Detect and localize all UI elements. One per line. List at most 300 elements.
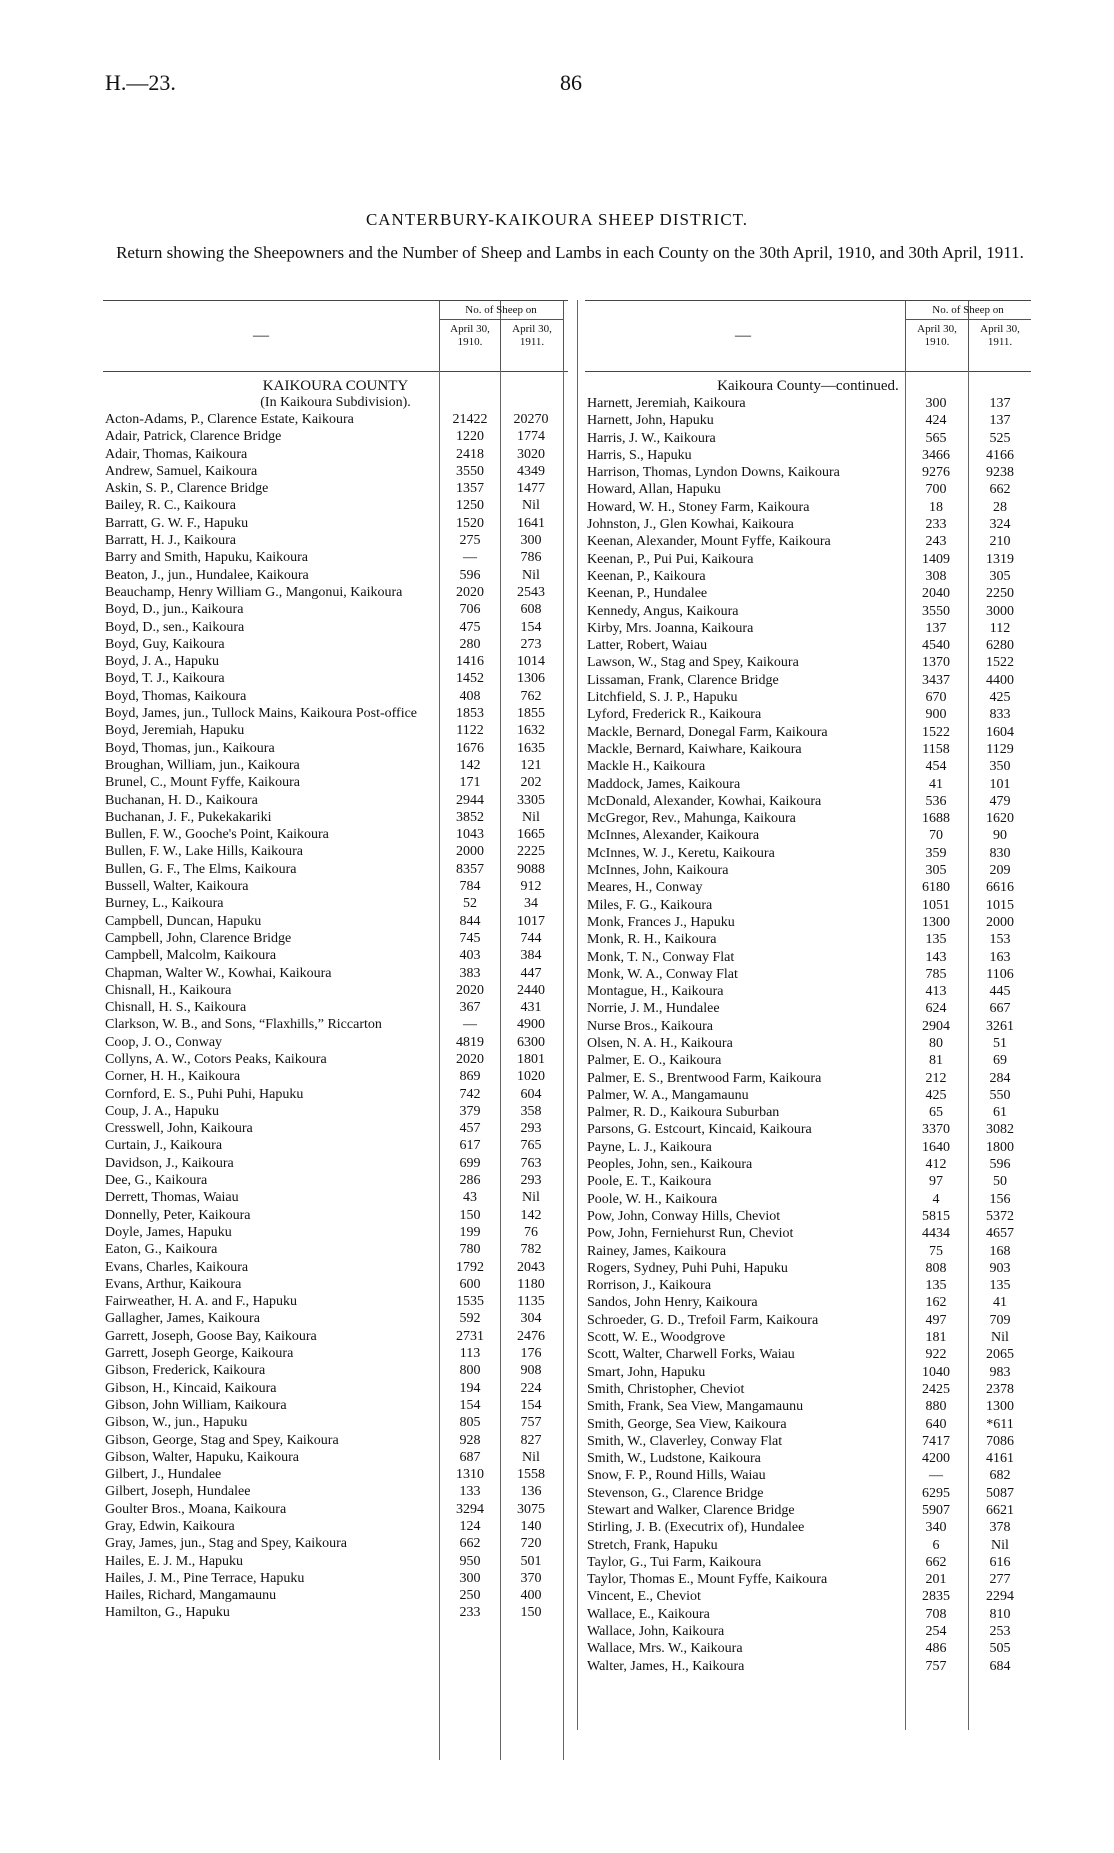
sheep-1911: 277: [989, 1572, 1011, 1588]
year-1910-header: April 30, 1910.: [450, 323, 490, 348]
sheep-1910: 2418: [456, 446, 484, 462]
table-row: [103, 515, 568, 532]
sheep-1910: 383: [459, 965, 481, 981]
table-row: [585, 1260, 1031, 1277]
sheep-1910: 457: [459, 1121, 481, 1137]
sheep-1911: 121: [520, 757, 542, 773]
owner-name: Derrett, Thomas, Waiau: [105, 1190, 239, 1206]
sheep-1911: 34: [524, 896, 538, 912]
sheep-1911: 210: [989, 534, 1011, 550]
sheep-1911: 28: [993, 499, 1007, 515]
owner-name: Olsen, N. A. H., Kaikoura: [587, 1035, 733, 1051]
sheep-1910: 21422: [452, 412, 488, 427]
sheep-1910: 142: [459, 757, 481, 773]
sheep-1911: 4349: [517, 463, 545, 479]
owner-name: Beauchamp, Henry William G., Mangonui, Kaikoura: [105, 584, 403, 600]
sheep-1911: 1604: [986, 724, 1014, 740]
owner-name: Gilbert, J., Hundalee: [105, 1467, 222, 1483]
sheep-1910: 565: [925, 430, 947, 446]
sheep-1910: 424: [925, 413, 947, 429]
sheep-1910: 425: [925, 1087, 947, 1103]
owner-name: Kirby, Mrs. Joanna, Kaikoura: [587, 620, 754, 636]
sheep-1911: 163: [989, 949, 1011, 965]
table-row: [103, 1051, 568, 1068]
sheep-1911: 3261: [986, 1018, 1014, 1034]
table-row: [585, 1225, 1031, 1242]
owner-name: Doyle, James, Hapuku: [105, 1224, 232, 1240]
sheep-1911: 709: [989, 1312, 1011, 1328]
table-row: [103, 1432, 568, 1449]
sheep-1911: 830: [989, 845, 1011, 861]
owner-name: Corner, H. H., Kaikoura: [105, 1069, 241, 1085]
sheep-1911: 1129: [986, 741, 1014, 757]
sheep-1911: 273: [520, 636, 542, 652]
owner-name: Latter, Robert, Waiau: [587, 638, 708, 654]
owner-name: Gibson, Walter, Hapuku, Kaikoura: [105, 1449, 300, 1465]
table-row: [103, 1310, 568, 1327]
sheep-1911: 1632: [517, 723, 545, 739]
owner-name: Monk, R. H., Kaikoura: [587, 932, 717, 948]
table-row: [103, 895, 568, 912]
owner-name: Gray, James, jun., Stag and Spey, Kaikoura: [105, 1536, 347, 1552]
sheep-1910: 592: [459, 1311, 481, 1327]
table-row: [103, 1086, 568, 1103]
table-row: [585, 1571, 1031, 1588]
sheep-1910: 81: [929, 1053, 943, 1069]
owner-name: Miles, F. G., Kaikoura: [587, 897, 713, 913]
sheep-1910: 9276: [922, 465, 950, 481]
sheep-1911: 293: [520, 1121, 542, 1137]
sheep-1911: 51: [993, 1035, 1007, 1051]
sheep-1911: 137: [989, 413, 1011, 429]
sheep-1911: 501: [520, 1553, 542, 1569]
table-header: [585, 300, 1031, 372]
table-row: [585, 672, 1031, 689]
owner-name: Gibson, John William, Kaikoura: [105, 1397, 287, 1413]
sheep-1911: 684: [989, 1658, 1011, 1674]
owner-name: Askin, S. P., Clarence Bridge: [105, 481, 269, 497]
sheep-1910: 280: [459, 636, 481, 652]
sheep-1910: 2904: [922, 1018, 950, 1034]
table-row: [585, 862, 1031, 879]
table-row: [585, 499, 1031, 516]
sheep-1911: 2043: [517, 1259, 545, 1275]
table-row: [103, 930, 568, 947]
owner-name: Keenan, P., Hundalee: [587, 586, 708, 602]
sheep-1911: 3082: [986, 1122, 1014, 1138]
sheep-1911: 2294: [986, 1589, 1014, 1605]
sheep-1910: 3437: [922, 672, 950, 688]
sheep-1911: 2440: [517, 982, 545, 998]
sheep-1910: 844: [459, 913, 481, 929]
sheep-1910: 699: [459, 1155, 481, 1171]
table-row: [103, 1172, 568, 1189]
sheep-1910: 745: [459, 930, 481, 946]
owner-name: Norrie, J. M., Hundalee: [587, 1001, 720, 1017]
sheep-1911: 2225: [517, 844, 545, 860]
table-row: [103, 1397, 568, 1414]
owner-name: Taylor, G., Tui Farm, Kaikoura: [587, 1554, 762, 1570]
sheep-1910: 194: [459, 1380, 481, 1396]
sheep-1910: 124: [459, 1519, 481, 1534]
table-row: [103, 601, 568, 618]
sheep-1911: 2250: [986, 586, 1014, 602]
owner-name: McDonald, Alexander, Kowhai, Kaikoura: [587, 793, 822, 809]
table-row: [585, 689, 1031, 706]
owner-name: Scott, Walter, Charwell Forks, Waiau: [587, 1347, 795, 1363]
owner-name: Rogers, Sydney, Puhi Puhi, Hapuku: [587, 1260, 788, 1276]
sheep-1911: Nil: [522, 567, 540, 583]
sheep-1910: 687: [459, 1449, 481, 1465]
table-row: [585, 1312, 1031, 1329]
table-row: [103, 1587, 568, 1604]
sheep-1911: 90: [993, 828, 1007, 844]
owner-name: Chapman, Walter W., Kowhai, Kaikoura: [105, 965, 332, 981]
sheep-1910: 1300: [922, 914, 950, 930]
sheep-1911: 1135: [517, 1294, 545, 1310]
year-1911-header: April 30, 1911.: [980, 323, 1020, 348]
owner-name: Donnelly, Peter, Kaikoura: [105, 1207, 251, 1223]
owner-name: Cresswell, John, Kaikoura: [105, 1121, 253, 1137]
sheep-1911: 6300: [517, 1034, 545, 1050]
column-divider: [563, 301, 564, 371]
owner-name: Smith, Christopher, Cheviot: [587, 1381, 745, 1397]
owner-name: Barratt, H. J., Kaikoura: [105, 533, 237, 549]
owner-name: Scott, W. E., Woodgrove: [587, 1330, 726, 1346]
sheep-1910: 143: [925, 949, 947, 965]
sheep-1910: 708: [925, 1606, 947, 1622]
section-subheading: (In Kaikoura Subdivision).: [260, 395, 411, 410]
table-row: [103, 1449, 568, 1466]
sheep-1910: 4200: [922, 1451, 950, 1467]
table-row: [103, 1345, 568, 1362]
sheep-1911: 154: [520, 1397, 542, 1413]
owner-name: Boyd, Thomas, jun., Kaikoura: [105, 740, 275, 756]
table-row: [585, 620, 1031, 637]
owner-name: Hamilton, G., Hapuku: [105, 1605, 230, 1621]
table-row: [585, 568, 1031, 585]
sheep-1910: 805: [459, 1415, 481, 1431]
sheep-1910: 928: [459, 1432, 481, 1448]
sheep-1910: 233: [459, 1605, 481, 1621]
owner-name: McInnes, John, Kaikoura: [587, 863, 729, 879]
table-row: [103, 532, 568, 549]
sheep-1910: 275: [459, 533, 481, 549]
table-row: [103, 1518, 568, 1535]
table-row: [103, 1276, 568, 1293]
sheep-1910: 4: [932, 1191, 940, 1207]
sheep-1910: 286: [459, 1173, 481, 1189]
sheep-1911: 135: [989, 1278, 1011, 1294]
owner-name: Clarkson, W. B., and Sons, “Flaxhills,” Riccarton: [105, 1017, 382, 1033]
sheep-1911: 3305: [517, 792, 545, 808]
sheep-1910: 135: [925, 1278, 947, 1294]
table-row: [585, 395, 1031, 412]
owner-name: Mackle, Bernard, Donegal Farm, Kaikoura: [587, 724, 828, 740]
owner-name: Stretch, Frank, Hapuku: [587, 1537, 718, 1553]
sheep-1910: 70: [929, 828, 943, 844]
table-row: [103, 774, 568, 791]
sheep-1911: 720: [520, 1536, 542, 1552]
sheep-1911: 142: [520, 1207, 542, 1223]
owner-name: Smart, John, Hapuku: [587, 1364, 706, 1380]
sheep-1910: 408: [459, 688, 481, 704]
table-row: [103, 1241, 568, 1258]
sheep-1910: 150: [459, 1207, 481, 1223]
sheep-1911: 5372: [986, 1208, 1014, 1224]
sheep-1911: 209: [989, 863, 1011, 879]
sheep-1911: 1300: [986, 1399, 1014, 1415]
sheep-1911: 667: [989, 1001, 1011, 1017]
table-row: [103, 463, 568, 480]
sheep-1911: 425: [989, 690, 1011, 706]
sheep-1911: 153: [989, 932, 1011, 948]
sheep-1911: 20270: [513, 412, 549, 427]
table-row: [585, 741, 1031, 758]
sheep-1911: 1106: [986, 966, 1014, 982]
sheep-1910: 536: [925, 793, 947, 809]
table-row: [585, 1346, 1031, 1363]
sheep-1911: 1641: [517, 515, 545, 531]
table-row: [585, 430, 1031, 447]
table-row: [103, 1501, 568, 1518]
sheep-1911: 1477: [517, 481, 545, 497]
owner-name: Boyd, James, jun., Tullock Mains, Kaikoura Post-office: [105, 706, 418, 722]
owner-name: Campbell, Duncan, Hapuku: [105, 913, 262, 929]
sheep-1911: 140: [520, 1519, 542, 1534]
sheep-1911: 3000: [986, 603, 1014, 619]
sheep-1910: 233: [925, 517, 947, 533]
owner-name: Peoples, John, sen., Kaikoura: [587, 1157, 753, 1173]
owner-name: Harrison, Thomas, Lyndon Downs, Kaikoura: [587, 465, 840, 481]
table-row: [585, 1052, 1031, 1069]
sheep-1911: 744: [520, 930, 542, 946]
sheep-1911: 1015: [986, 897, 1014, 913]
sheep-1911: 6616: [986, 880, 1014, 896]
table-row: [585, 1398, 1031, 1415]
table-row: [585, 603, 1031, 620]
sheep-1911: 1620: [986, 811, 1014, 827]
sheep-1910: 359: [925, 845, 947, 861]
sheep-1910: 700: [925, 482, 947, 498]
sheep-1911: 293: [520, 1173, 542, 1189]
table-row: [103, 670, 568, 687]
right-column: [585, 300, 1031, 1675]
table-row: [103, 1103, 568, 1120]
owner-name: Campbell, Malcolm, Kaikoura: [105, 948, 277, 964]
owner-name: Monk, Frances J., Hapuku: [587, 914, 735, 930]
sheep-1911: 358: [520, 1103, 542, 1119]
owner-name: Stewart and Walker, Clarence Bridge: [587, 1503, 795, 1518]
sheep-1910: 1853: [456, 706, 484, 722]
sheep-1911: 69: [993, 1053, 1007, 1069]
sheep-1911: 284: [989, 1070, 1011, 1086]
sheep-1910: 869: [459, 1069, 481, 1085]
table-row: [103, 1380, 568, 1397]
owner-name: Adair, Thomas, Kaikoura: [105, 446, 248, 462]
table-row: [103, 1137, 568, 1154]
sheep-1910: 137: [925, 620, 947, 636]
owner-name: Acton-Adams, P., Clarence Estate, Kaikoura: [105, 412, 354, 427]
owner-name: Wallace, John, Kaikoura: [587, 1624, 725, 1640]
owner-name: Walter, James, H., Kaikoura: [587, 1658, 745, 1674]
column-rule: [968, 370, 969, 1730]
sheep-1910: 308: [925, 568, 947, 584]
sheep-1910: 785: [925, 966, 947, 982]
column-rule: [500, 370, 501, 1760]
table-row: [103, 1293, 568, 1310]
owner-name: Boyd, Jeremiah, Hapuku: [105, 723, 245, 739]
owner-name: Lyford, Frederick R., Kaikoura: [587, 707, 762, 723]
owner-list: [585, 395, 1031, 1675]
owner-name: Boyd, D., jun., Kaikoura: [105, 602, 244, 618]
owner-name: Snow, F. P., Round Hills, Waiau: [587, 1468, 766, 1484]
sheep-1910: 367: [459, 1000, 481, 1016]
sheep-1910: 1520: [456, 515, 484, 531]
sheep-1911: 762: [520, 688, 542, 704]
sheep-1911: 6280: [986, 638, 1014, 654]
sheep-1910: 706: [459, 602, 481, 618]
sheep-1911: 757: [520, 1415, 542, 1431]
sheep-1911: 1635: [517, 740, 545, 756]
sheep-1910: 5907: [922, 1503, 950, 1518]
table-row: [585, 1139, 1031, 1156]
sheep-1910: 133: [459, 1484, 481, 1500]
sheep-1911: 1017: [517, 913, 545, 929]
sheep-1910: 2020: [456, 1051, 484, 1067]
owner-name: Gray, Edwin, Kaikoura: [105, 1519, 235, 1534]
sheep-1911: 608: [520, 602, 542, 618]
sheep-1910: 181: [925, 1330, 947, 1346]
owner-name: Brunel, C., Mount Fyffe, Kaikoura: [105, 775, 300, 791]
owner-name: Smith, George, Sea View, Kaikoura: [587, 1416, 787, 1432]
group-header: No. of Sheep on: [932, 304, 1004, 316]
owner-name: Stevenson, G., Clarence Bridge: [587, 1485, 764, 1501]
owner-name: Beaton, J., jun., Hundalee, Kaikoura: [105, 567, 309, 583]
table-row: [585, 464, 1031, 481]
sheep-1911: 3020: [517, 446, 545, 462]
sheep-1911: 137: [989, 396, 1011, 411]
owner-name: Cornford, E. S., Puhi Puhi, Hapuku: [105, 1086, 304, 1102]
owner-name: Boyd, Thomas, Kaikoura: [105, 688, 247, 704]
sheep-1910: 3550: [922, 603, 950, 619]
table-row: [585, 1018, 1031, 1035]
sheep-1910: 1370: [922, 655, 950, 671]
sheep-1911: 253: [989, 1624, 1011, 1640]
sheep-1911: 912: [520, 879, 542, 895]
owner-header: —: [253, 327, 269, 344]
sheep-1911: 168: [989, 1243, 1011, 1259]
table-row: [103, 1189, 568, 1206]
sheep-1911: 604: [520, 1086, 542, 1102]
report-code: H.—23.: [105, 70, 176, 95]
sheep-1911: Nil: [991, 1537, 1009, 1553]
table-row: [103, 1068, 568, 1085]
sheep-1911: 1774: [517, 429, 545, 445]
sheep-1910: 75: [929, 1243, 943, 1259]
table-row: [103, 567, 568, 584]
owner-name: Garrett, Joseph George, Kaikoura: [105, 1346, 294, 1362]
table-row: [585, 533, 1031, 550]
table-row: [103, 446, 568, 463]
sheep-1910: 3370: [922, 1122, 950, 1138]
sheep-1910: 403: [459, 948, 481, 964]
section-heading: Kaikoura County—continued.: [717, 378, 899, 394]
sheep-1910: 3852: [456, 809, 484, 825]
sheep-1911: 833: [989, 707, 1011, 723]
table-row: [585, 1485, 1031, 1502]
sheep-1911: 101: [989, 776, 1011, 792]
sheep-1910: 1522: [922, 724, 950, 740]
sheep-1911: 662: [989, 482, 1011, 498]
sheep-1911: 1319: [986, 551, 1014, 567]
table-row: [585, 1364, 1031, 1381]
table-row: [103, 1604, 568, 1621]
sheep-1910: 1040: [922, 1364, 950, 1380]
sheep-1910: 201: [925, 1572, 947, 1588]
table-row: [585, 1467, 1031, 1484]
owner-name: Evans, Arthur, Kaikoura: [105, 1276, 242, 1292]
table-row: [585, 412, 1031, 429]
sheep-1911: 150: [520, 1605, 542, 1621]
table-row: [585, 949, 1031, 966]
sheep-1910: 808: [925, 1260, 947, 1276]
owner-name: Harris, J. W., Kaikoura: [587, 430, 716, 446]
owner-name: Andrew, Samuel, Kaikoura: [105, 463, 258, 479]
sheep-1911: 908: [520, 1363, 542, 1379]
owner-name: Schroeder, G. D., Trefoil Farm, Kaikoura: [587, 1312, 819, 1328]
sheep-1911: 1522: [986, 655, 1014, 671]
table-row: [585, 516, 1031, 533]
sheep-1910: 486: [925, 1641, 947, 1657]
owner-name: Lissaman, Frank, Clarence Bridge: [587, 672, 779, 688]
owner-name: Adair, Patrick, Clarence Bridge: [105, 429, 282, 445]
table-row: [585, 481, 1031, 498]
sheep-1910: 662: [925, 1554, 947, 1570]
owner-name: Howard, W. H., Stoney Farm, Kaikoura: [587, 499, 810, 515]
table-row: [585, 1087, 1031, 1104]
owner-name: Hailes, E. J. M., Hapuku: [105, 1553, 244, 1569]
sheep-1911: 550: [989, 1087, 1011, 1103]
table-row: [103, 428, 568, 445]
sheep-1911: 305: [989, 568, 1011, 584]
sheep-1911: 202: [520, 775, 542, 791]
table-row: [103, 826, 568, 843]
sheep-1910: —: [463, 1017, 477, 1033]
sheep-1910: 7417: [922, 1433, 950, 1449]
table-row: [585, 706, 1031, 723]
sheep-1911: 3075: [517, 1501, 545, 1517]
sheep-1910: 640: [925, 1416, 947, 1432]
sheep-1911: 765: [520, 1138, 542, 1154]
owner-name: Curtain, J., Kaikoura: [105, 1138, 223, 1154]
left-column: [103, 300, 568, 1622]
owner-name: Pow, John, Conway Hills, Cheviot: [587, 1208, 781, 1224]
table-row: [103, 809, 568, 826]
owner-name: Buchanan, H. D., Kaikoura: [105, 792, 258, 808]
table-row: [585, 1623, 1031, 1640]
sheep-1910: 162: [925, 1295, 947, 1311]
owner-name: Litchfield, S. J. P., Hapuku: [587, 690, 738, 706]
owner-name: Gibson, George, Stag and Spey, Kaikoura: [105, 1432, 339, 1448]
sheep-1910: 2835: [922, 1589, 950, 1605]
owner-name: Taylor, Thomas E., Mount Fyffe, Kaikoura: [587, 1572, 828, 1588]
owner-name: Palmer, W. A., Mangamaunu: [587, 1087, 749, 1103]
sheep-1911: 112: [989, 620, 1011, 636]
table-row: [585, 585, 1031, 602]
sheep-1910: 454: [925, 759, 947, 775]
sheep-1910: 1640: [922, 1139, 950, 1155]
